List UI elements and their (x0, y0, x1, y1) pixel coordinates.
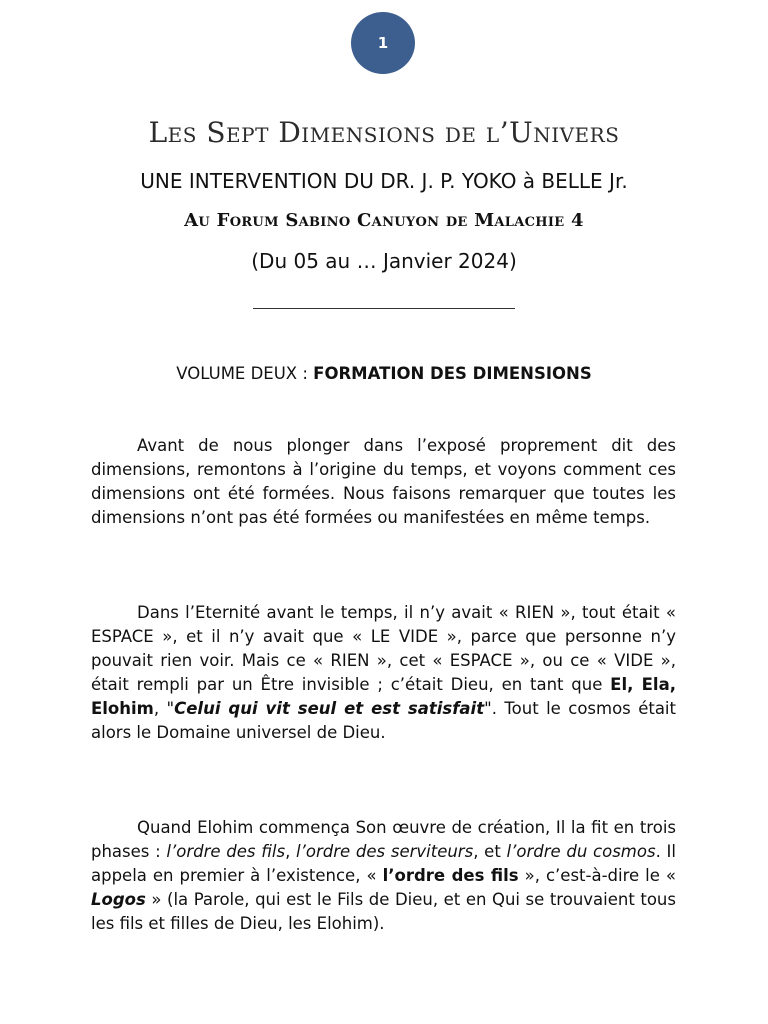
paragraph-text-part: . Il appela en premier à l’existence, « (91, 842, 676, 885)
paragraph-text-part: », c’est-à-dire le « (518, 866, 676, 885)
paragraph-origin-of-time (91, 434, 676, 530)
paragraph-text-part: Dans l’Eternité avant le temps, il n’y avait « RIEN », tout était « ESPACE », et il n’y avait que « LE VIDE », parce que personne n’y pouvait rien voir. Mais ce « RIEN », cet « ESPACE », ou ce « VIDE », était rempli par un Être invisible ; c’était Dieu, en tant que (91, 603, 676, 694)
order-of-cosmos: l’ordre du cosmos (506, 842, 656, 861)
section-divider (253, 308, 515, 309)
page-number-badge (351, 12, 415, 74)
paragraph-text-part: ". Tout le cosmos était alors le Domaine universel de Dieu. (91, 699, 676, 742)
paragraph-eternity (91, 601, 676, 745)
volume-heading (0, 364, 768, 383)
paragraph-text-part: , (285, 842, 297, 861)
logos-term: Logos (91, 890, 146, 909)
document-title: Les Sept Dimensions de l’Univers (148, 116, 620, 149)
date-range: (Du 05 au … Janvier 2024) (251, 249, 517, 273)
paragraph-text-part: , " (153, 699, 175, 718)
paragraph-text-part: » (la Parole, qui est le Fils de Dieu, et en Qui se trouvaient tous les fils et filles de Dieu, les Elohim). (91, 890, 676, 933)
page-number: 1 (377, 34, 389, 52)
volume-prefix: VOLUME DEUX : (176, 364, 314, 383)
paragraph-text-part: Quand Elohim commença Son œuvre de création, Il la fit en trois phases : (91, 818, 676, 861)
divine-names: El, Ela, Elohim (91, 675, 676, 718)
order-of-servants: l’ordre des serviteurs (296, 842, 474, 861)
order-of-sons: l’ordre des fils (166, 842, 286, 861)
forum-heading: Au Forum Sabino Canuyon de Malachie 4 (184, 210, 584, 231)
divine-quote: Celui qui vit seul et est satisfait (174, 699, 485, 718)
paragraph-creation-phases (91, 816, 676, 936)
paragraph-text: Avant de nous plonger dans l’exposé proprement dit des dimensions, remontons à l’origine du temps, et voyons comment ces dimensions ont été formées. Nous faisons remarquer que toutes les dimensions n’ont pas été formées ou manifestées en même temps. (91, 436, 676, 527)
volume-title: FORMATION DES DIMENSIONS (313, 364, 592, 383)
document-subtitle: UNE INTERVENTION DU DR. J. P. YOKO à BELLE Jr. (140, 169, 628, 193)
paragraph-text-part: , et (473, 842, 507, 861)
order-of-sons-bold: l’ordre des fils (382, 866, 519, 885)
